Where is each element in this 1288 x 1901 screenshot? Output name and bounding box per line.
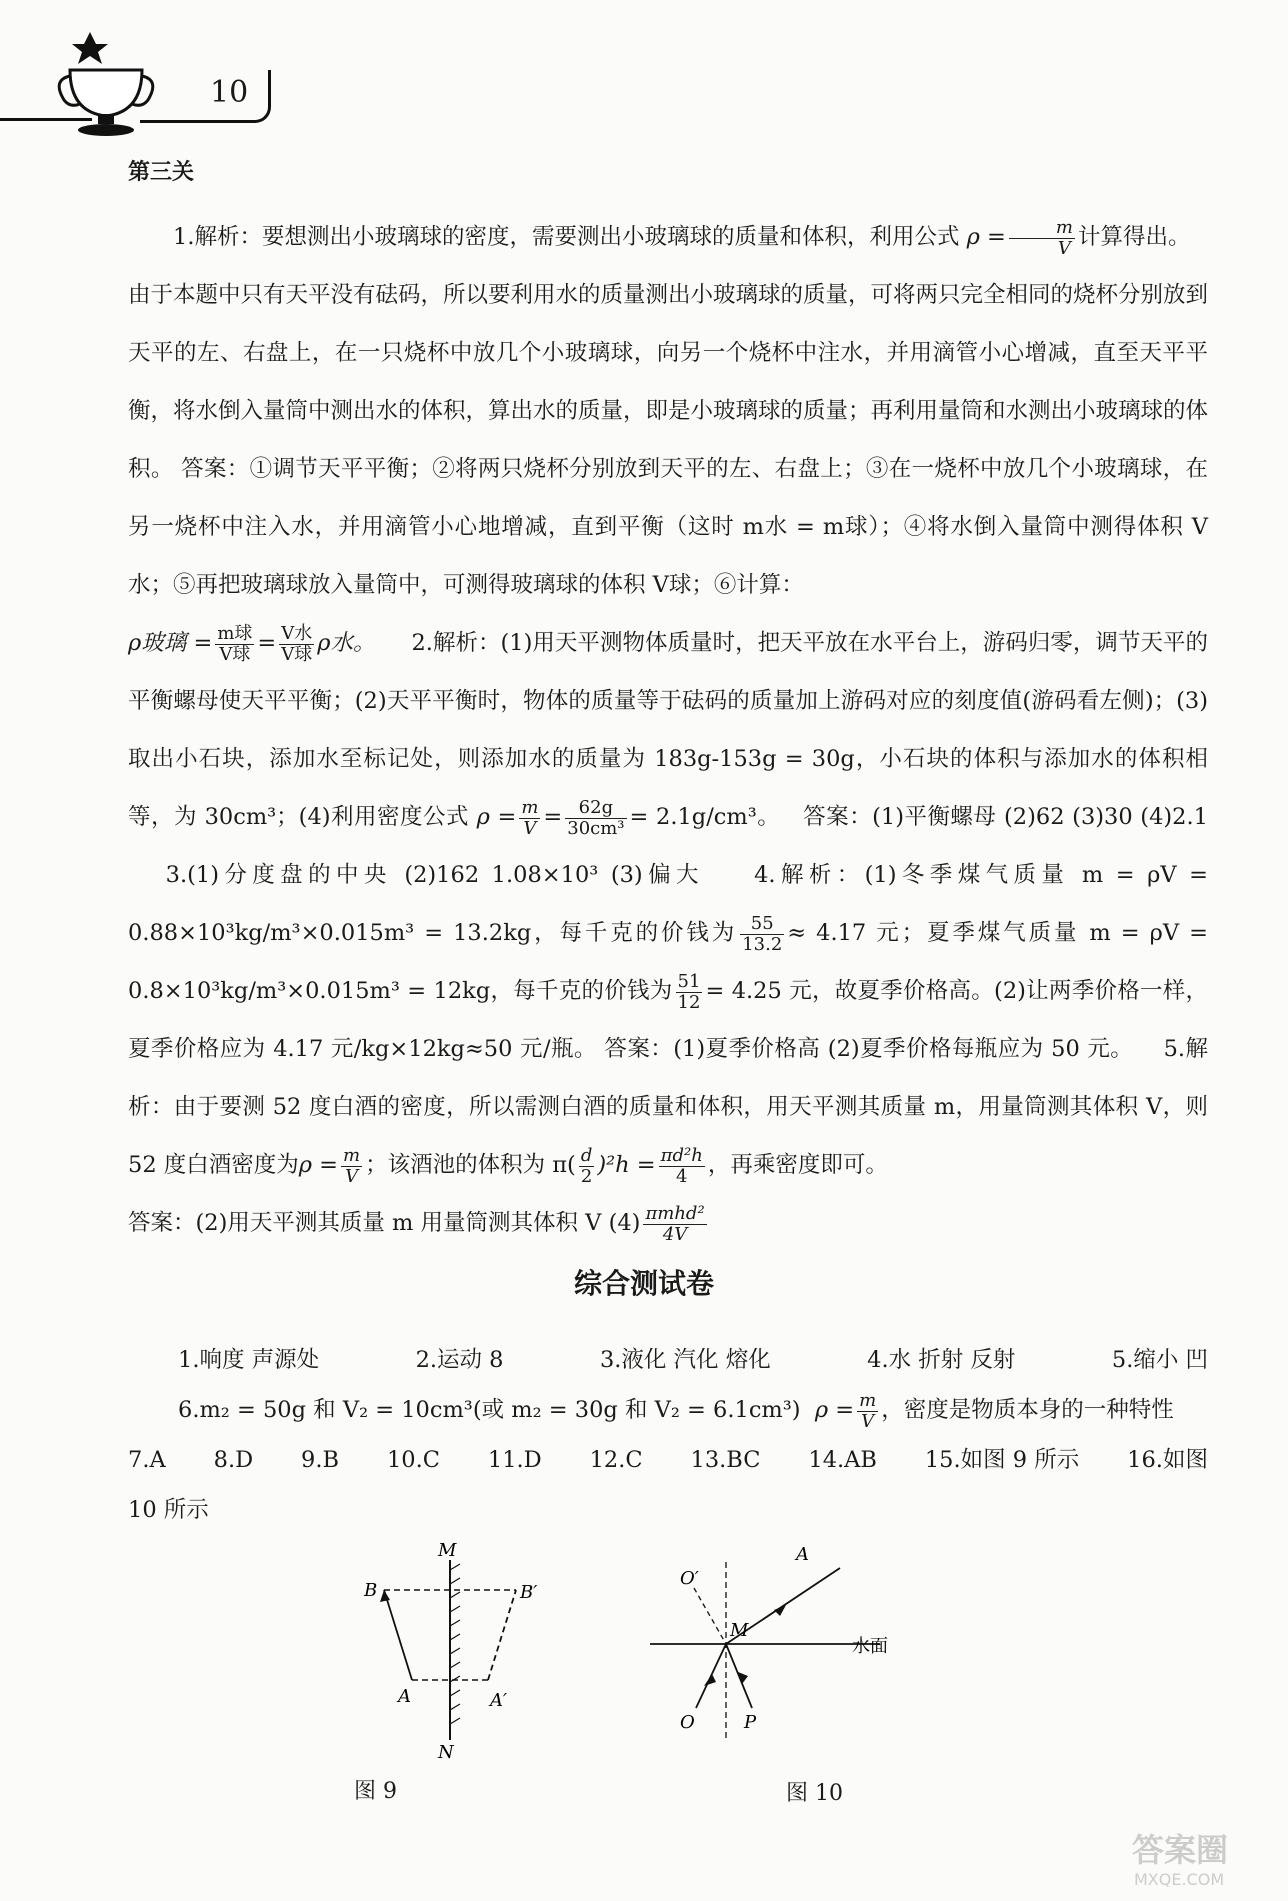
section-title: 第三关: [128, 160, 195, 185]
watermark-logo: [1122, 1823, 1272, 1893]
figure-9: [340, 1540, 580, 1760]
svg-text:答案圈: 答案圈: [1132, 1831, 1229, 1869]
answers-line3: 7.A 8.D 9.B 10.C 11.D 12.C 13.BC 14.AB 15.如图 9 所示 16.如图: [128, 1447, 1208, 1473]
label-A: A: [796, 1544, 809, 1565]
figures: [340, 1540, 960, 1810]
figure-10: [640, 1540, 960, 1760]
q5-answer: 答案：(2)用天平测其质量 m 用量筒测其体积 V (4) $\frac{\text{πmhd²}}{4V}$: [128, 1202, 705, 1245]
label-water-surface: 水面: [852, 1636, 888, 1657]
svg-text:MXQE.COM: MXQE.COM: [1134, 1870, 1225, 1889]
page-number: 10: [210, 75, 249, 110]
q1-line1: 1.解析：要想测出小玻璃球的密度，需要测出小玻璃球的质量和体积，利用公式 ρ = $\frac{m}{V}$ 计算得出。: [173, 216, 1191, 259]
answers-line1: 1.响度 声源处 2.运动 8 3.液化 汽化 熔化 4.水 折射 反射 5.缩小 凹: [178, 1347, 1208, 1373]
q1-body: 由于本题中只有天平没有砝码，所以要利用水的质量测出小玻璃球的质量，可将两只完全相同的烧杯分别放到天平的左、右盘上，在一只烧杯中放几个小玻璃球，向另一个烧杯中注水，并用滴管小心增减，直至天平平衡，将水倒入量筒中测出水的体积，算出水的质量，即是小玻璃球的质量；再利用量筒和水测出小玻璃球的体积。 答案：①调节天平平衡；②将两只烧杯分别放到天平的左、右盘上；③在一烧杯中放几个小玻璃球，在另一烧杯中注入水，并用滴管小心地增减，直到平衡（这时 m水 = m球）；④将水倒入量筒中测得体积 V水；⑤再把玻璃球放入量筒中，可测得玻璃球的体积 V球；⑥计算：: [128, 282, 1209, 598]
test-title: 综合测试卷: [573, 1267, 714, 1300]
label-A-prime: A′: [490, 1690, 508, 1711]
label-A: A: [398, 1686, 411, 1707]
label-P: P: [744, 1712, 757, 1733]
label-B: B: [364, 1580, 378, 1601]
answer-body: [128, 208, 1208, 1252]
label-N: N: [438, 1742, 454, 1760]
label-O-prime: O′: [680, 1568, 699, 1589]
caption-figure-10: 图 10: [786, 1781, 843, 1806]
label-M: M: [730, 1620, 749, 1641]
label-M: M: [438, 1540, 457, 1561]
label-O: O: [680, 1712, 695, 1733]
answers-line2: 6.m₂ = 50g 和 V₂ = 10cm³(或 m₂ = 30g 和 V₂ = 6.1cm³) ρ = $\frac{m}{V}$ ，密度是物质本身的一种特性: [178, 1389, 1174, 1432]
answers-line4: 10 所示: [128, 1497, 209, 1523]
caption-figure-9: 图 9: [354, 1779, 397, 1804]
answers-block: [128, 1335, 1208, 1535]
q1-formula-and-q2: ρ玻璃 = $\frac{\text{m球}}{\text{V球}}$ = $\frac{\text{V水}}{\text{V球}}$ ρ水。 2.解析：(1)用天平测物体质量时，把天平放在水平台上，游码归零，调节天平的平衡螺母使天平平衡；(2)天平平衡时，物体的质量等于砝码的质量加上游码对应的刻度值(游码看左侧)；(3)取出小石块，添加水至标记处，则添加水的质量为 183g-153g = 30g，小石块的体积与添加水的体积相等，为 30cm³；(4)利用密度公式 ρ = $\frac{m}{V}$ = $\frac{62g}{\text{30cm³}}$ = 2.1g/cm³。 答案：(1)平衡螺母 (2)62 (3)30 (4)2.1 3.(1)分度盘的中央 (2)162 1.08×10³ (3)偏大 4.解析：(1)冬季煤气质量 m = ρV = 0.88×10³kg/m³×0.015m³ = 13.2kg，每千克的价钱为 $\frac{55}{13.2}$ ≈ 4.17 元；夏季煤气质量 m = ρV = 0.8×10³kg/m³×0.015m³ = 12kg，每千克的价钱为 $\frac{51}{12}$ = 4.25 元，故夏季价格高。(2)让两季价格一样，夏季价格应为 4.17 元/kg×12kg≈50 元/瓶。 答案：(1)夏季价格高 (2)夏季价格每瓶应为 50 元。 5.解析：由于要测 52 度白酒的密度，所以需测白酒的质量和体积，用天平测其质量 m，用量筒测其体积 V，则 52 度白酒密度为ρ = $\frac{m}{V}$ ；该酒池的体积为 π( $\frac{d}{2}$ )²h = $\frac{\text{πd²h}}{4}$ ，再乘密度即可。: [128, 622, 1209, 1187]
page-header: [0, 0, 300, 150]
label-B-prime: B′: [520, 1582, 538, 1603]
